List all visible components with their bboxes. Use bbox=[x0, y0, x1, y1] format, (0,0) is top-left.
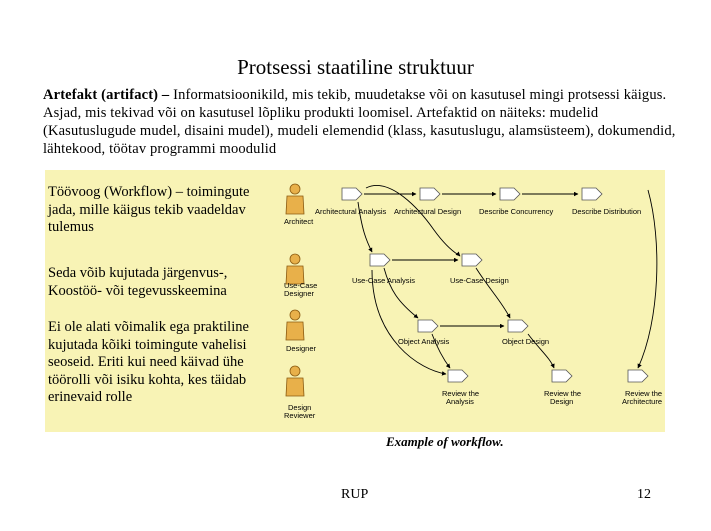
role-use-case-line1: Use-Case bbox=[284, 281, 318, 290]
artifact-definition bbox=[43, 86, 683, 160]
worker-icon-designer bbox=[286, 310, 304, 340]
role-use-case-designer bbox=[284, 281, 317, 298]
activity-object-analysis: Object Analysis bbox=[398, 337, 450, 346]
page-number: 12 bbox=[637, 487, 651, 502]
role-designer: Designer bbox=[286, 344, 317, 353]
workflow-term: Töövoog (Workflow) – bbox=[48, 184, 183, 200]
workflow-diagram bbox=[270, 170, 665, 432]
role-reviewer-line2: Reviewer bbox=[284, 411, 316, 420]
role-architect: Architect bbox=[284, 217, 314, 226]
review-architecture-line2: Architecture bbox=[622, 397, 663, 406]
activity-use-case-analysis: Use-Case Analysis bbox=[352, 276, 415, 285]
review-analysis-line1: Review the bbox=[442, 389, 480, 398]
worker-icon-architect bbox=[286, 184, 304, 214]
activity-describe-distribution: Describe Distribution bbox=[572, 207, 642, 216]
activity-use-case-design: Use-Case Design bbox=[450, 276, 509, 285]
activity-object-design: Object Design bbox=[502, 337, 550, 346]
footer-label: RUP bbox=[341, 487, 369, 502]
review-design-line1: Review the bbox=[544, 389, 582, 398]
role-reviewer-line1: Design bbox=[288, 403, 312, 412]
artifact-term: Artefakt (artifact) – bbox=[43, 87, 170, 103]
role-use-case-line2: Designer bbox=[284, 289, 315, 298]
workflow-definition bbox=[48, 184, 263, 237]
review-design-line2: Design bbox=[550, 397, 574, 406]
activity-review-architecture bbox=[622, 389, 662, 406]
limitation-text: Ei ole alati võimalik ega praktiline kujutada kõiki toimingute vahelisi seoseid. Eriti kui need käivad ühe töörolli või isiku kohta, kes täidab erinevaid rolle bbox=[48, 319, 249, 405]
worker-icon-use-case-designer bbox=[286, 254, 304, 284]
activity-architectural-analysis: Architectural Analysis bbox=[315, 207, 387, 216]
workflow-text: toimingute jada, mille käigus tekib vaadeldav tulemus bbox=[48, 184, 250, 235]
activity-shapes bbox=[342, 188, 648, 382]
review-analysis-line2: Analysis bbox=[446, 397, 474, 406]
activity-describe-concurrency: Describe Concurrency bbox=[479, 207, 554, 216]
slide-title: Protsessi staatiline struktuur bbox=[237, 55, 474, 79]
review-architecture-line1: Review the bbox=[625, 389, 663, 398]
activity-review-design bbox=[544, 389, 581, 406]
role-design-reviewer bbox=[284, 403, 316, 420]
representation-text: Seda võib kujutada järgenvus-, Koostöö- või tegevusskeemina bbox=[48, 265, 228, 299]
diagram-caption: Example of workflow. bbox=[386, 434, 504, 449]
worker-icon-design-reviewer bbox=[286, 366, 304, 396]
artifact-text: Informatsioonikild, mis tekib, muudetakse või on kasutusel mingi protsessi käigus. Asjad, mis tekivad või on kasutusel lõpliku produkti loomisel. Artefaktid on näiteks: mudelid (Kasutuslugude mudel, disaini mudel), mudeli elemendid (klass, kasutuslugu, alamsüsteem), dokumendid, lähtekood, töötav programmi moodulid bbox=[43, 87, 676, 157]
activity-review-analysis bbox=[442, 389, 479, 406]
activity-architectural-design: Architectural Design bbox=[394, 207, 462, 216]
